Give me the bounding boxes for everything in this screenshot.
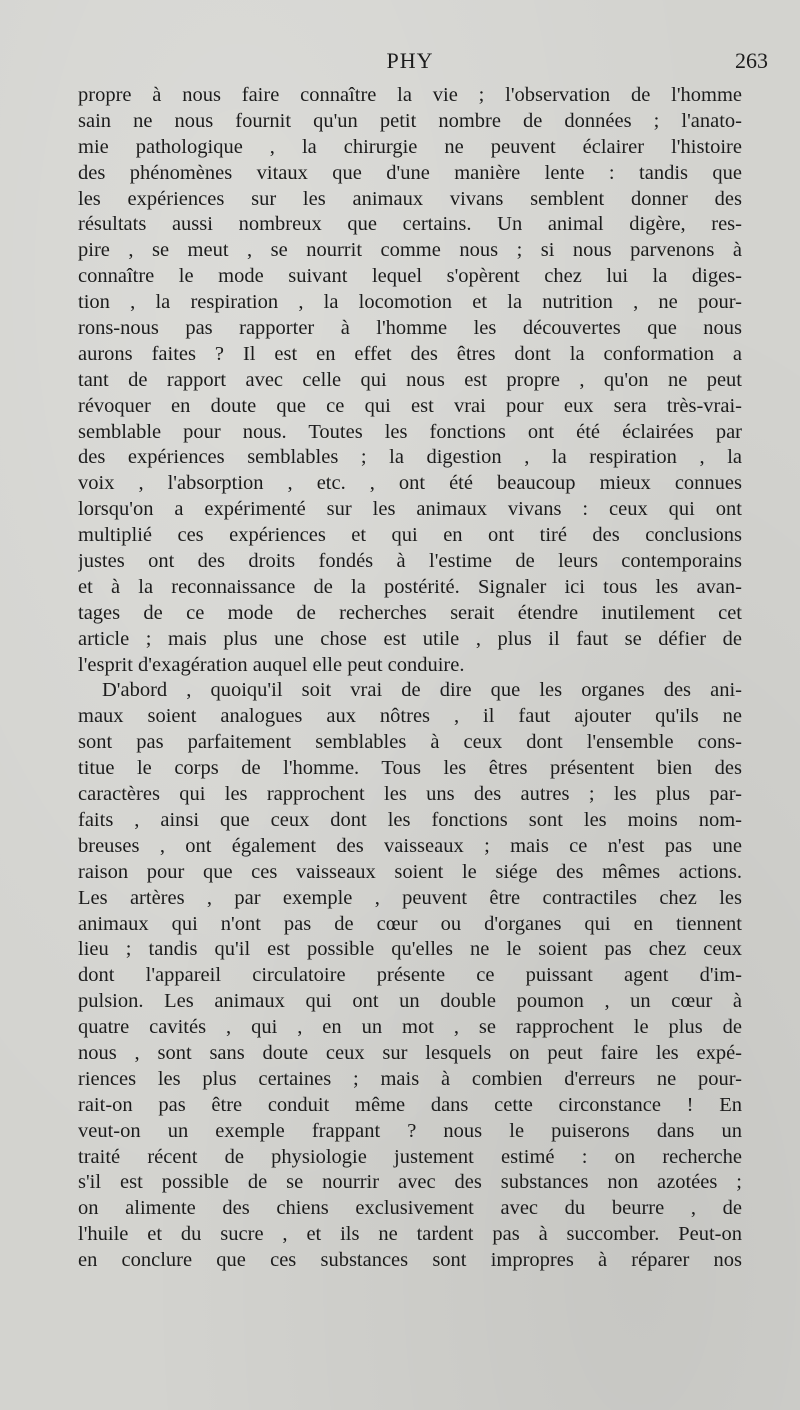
paragraph-first-line: D'abord , quoiqu'il soit vrai de dire que les organes des ani- [102, 679, 742, 702]
text-line: maux soient analogues aux nôtres , il faut ajouter qu'ils ne [78, 705, 742, 728]
text-line: nous , sont sans doute ceux sur lesquels on peut faire les expé- [78, 1041, 742, 1064]
text-line: faits , ainsi que ceux dont les fonctions sont les moins nom- [78, 808, 742, 831]
running-head: PHY [386, 48, 434, 73]
text-line: l'huile et du sucre , et ils ne tardent pas à succomber. Peut-on [78, 1223, 742, 1246]
text-line: animaux qui n'ont pas de cœur ou d'organes qui en tiennent [78, 912, 742, 935]
text-line: des expériences semblables ; la digestion , la respiration , la [78, 446, 742, 469]
text-line: justes ont des droits fondés à l'estime de leurs contemporains [78, 550, 742, 573]
text-line: caractères qui les rapprochent les uns des autres ; les plus par- [78, 783, 742, 806]
text-line: sont pas parfaitement semblables à ceux dont l'ensemble cons- [78, 731, 742, 754]
text-line: sain ne nous fournit qu'un petit nombre de données ; l'anato- [78, 109, 742, 132]
text-line: s'il est possible de se nourrir avec des substances non azotées ; [78, 1171, 742, 1194]
text-line: article ; mais plus une chose est utile , plus il faut se défier de [78, 627, 742, 650]
text-line: mie pathologique , la chirurgie ne peuvent éclairer l'histoire [78, 135, 742, 158]
text-line: et à la reconnaissance de la postérité. Signaler ici tous les avan- [78, 575, 742, 598]
text-line: Les artères , par exemple , peuvent être contractiles chez les [78, 886, 742, 909]
text-line: veut-on un exemple frappant ? nous le puiserons dans un [78, 1119, 742, 1142]
text-line: traité récent de physiologie justement estimé : on recherche [78, 1145, 742, 1168]
text-line: titue le corps de l'homme. Tous les êtres présentent bien des [78, 757, 742, 780]
text-line: connaître le mode suivant lequel s'opèrent chez lui la diges- [78, 265, 742, 288]
body-text [78, 83, 742, 1274]
text-line: aurons faites ? Il est en effet des êtres dont la conformation a [78, 342, 742, 365]
text-line: semblable pour nous. Toutes les fonctions ont été éclairées par [78, 420, 742, 443]
text-line: tant de rapport avec celle qui nous est propre , qu'on ne peut [78, 368, 742, 391]
text-line: voix , l'absorption , etc. , ont été beaucoup mieux connues [78, 472, 742, 495]
text-line: lieu ; tandis qu'il est possible qu'elles ne le soient pas chez ceux [78, 938, 742, 961]
page-header [78, 48, 768, 78]
text-line: pulsion. Les animaux qui ont un double poumon , un cœur à [78, 990, 742, 1013]
text-line: les expériences sur les animaux vivans semblent donner des [78, 187, 742, 210]
text-line: tion , la respiration , la locomotion et la nutrition , ne pour- [78, 291, 742, 314]
text-line: en conclure que ces substances sont impropres à réparer nos [78, 1249, 742, 1272]
text-line: breuses , ont également des vaisseaux ; mais ce n'est pas une [78, 834, 742, 857]
text-line: multiplié ces expériences et qui en ont tiré des conclusions [78, 524, 742, 547]
text-line: on alimente des chiens exclusivement avec du beurre , de [78, 1197, 742, 1220]
text-line: riences les plus certaines ; mais à combien d'erreurs ne pour- [78, 1067, 742, 1090]
text-line: des phénomènes vitaux que d'une manière lente : tandis que [78, 161, 742, 184]
text-line: rons-nous pas rapporter à l'homme les découvertes que nous [78, 317, 742, 340]
text-line: résultats aussi nombreux que certains. Un animal digère, res- [78, 213, 742, 236]
page-number: 263 [735, 48, 768, 73]
paragraph-last-line: l'esprit d'exagération auquel elle peut conduire. [78, 653, 465, 676]
text-line: révoquer en doute que ce qui est vrai pour eux sera très-vrai- [78, 394, 742, 417]
text-line: quatre cavités , qui , en un mot , se rapprochent le plus de [78, 1016, 742, 1039]
text-line: pire , se meut , se nourrit comme nous ; si nous parvenons à [78, 239, 742, 262]
text-line: dont l'appareil circulatoire présente ce puissant agent d'im- [78, 964, 742, 987]
text-line: raison pour que ces vaisseaux soient le siége des mêmes actions. [78, 860, 742, 883]
text-line: lorsqu'on a expérimenté sur les animaux vivans : ceux qui ont [78, 498, 742, 521]
text-line: propre à nous faire connaître la vie ; l'observation de l'homme [78, 84, 742, 106]
text-line: tages de ce mode de recherches serait étendre inutilement cet [78, 601, 742, 624]
text-line: rait-on pas être conduit même dans cette circonstance ! En [78, 1093, 742, 1116]
